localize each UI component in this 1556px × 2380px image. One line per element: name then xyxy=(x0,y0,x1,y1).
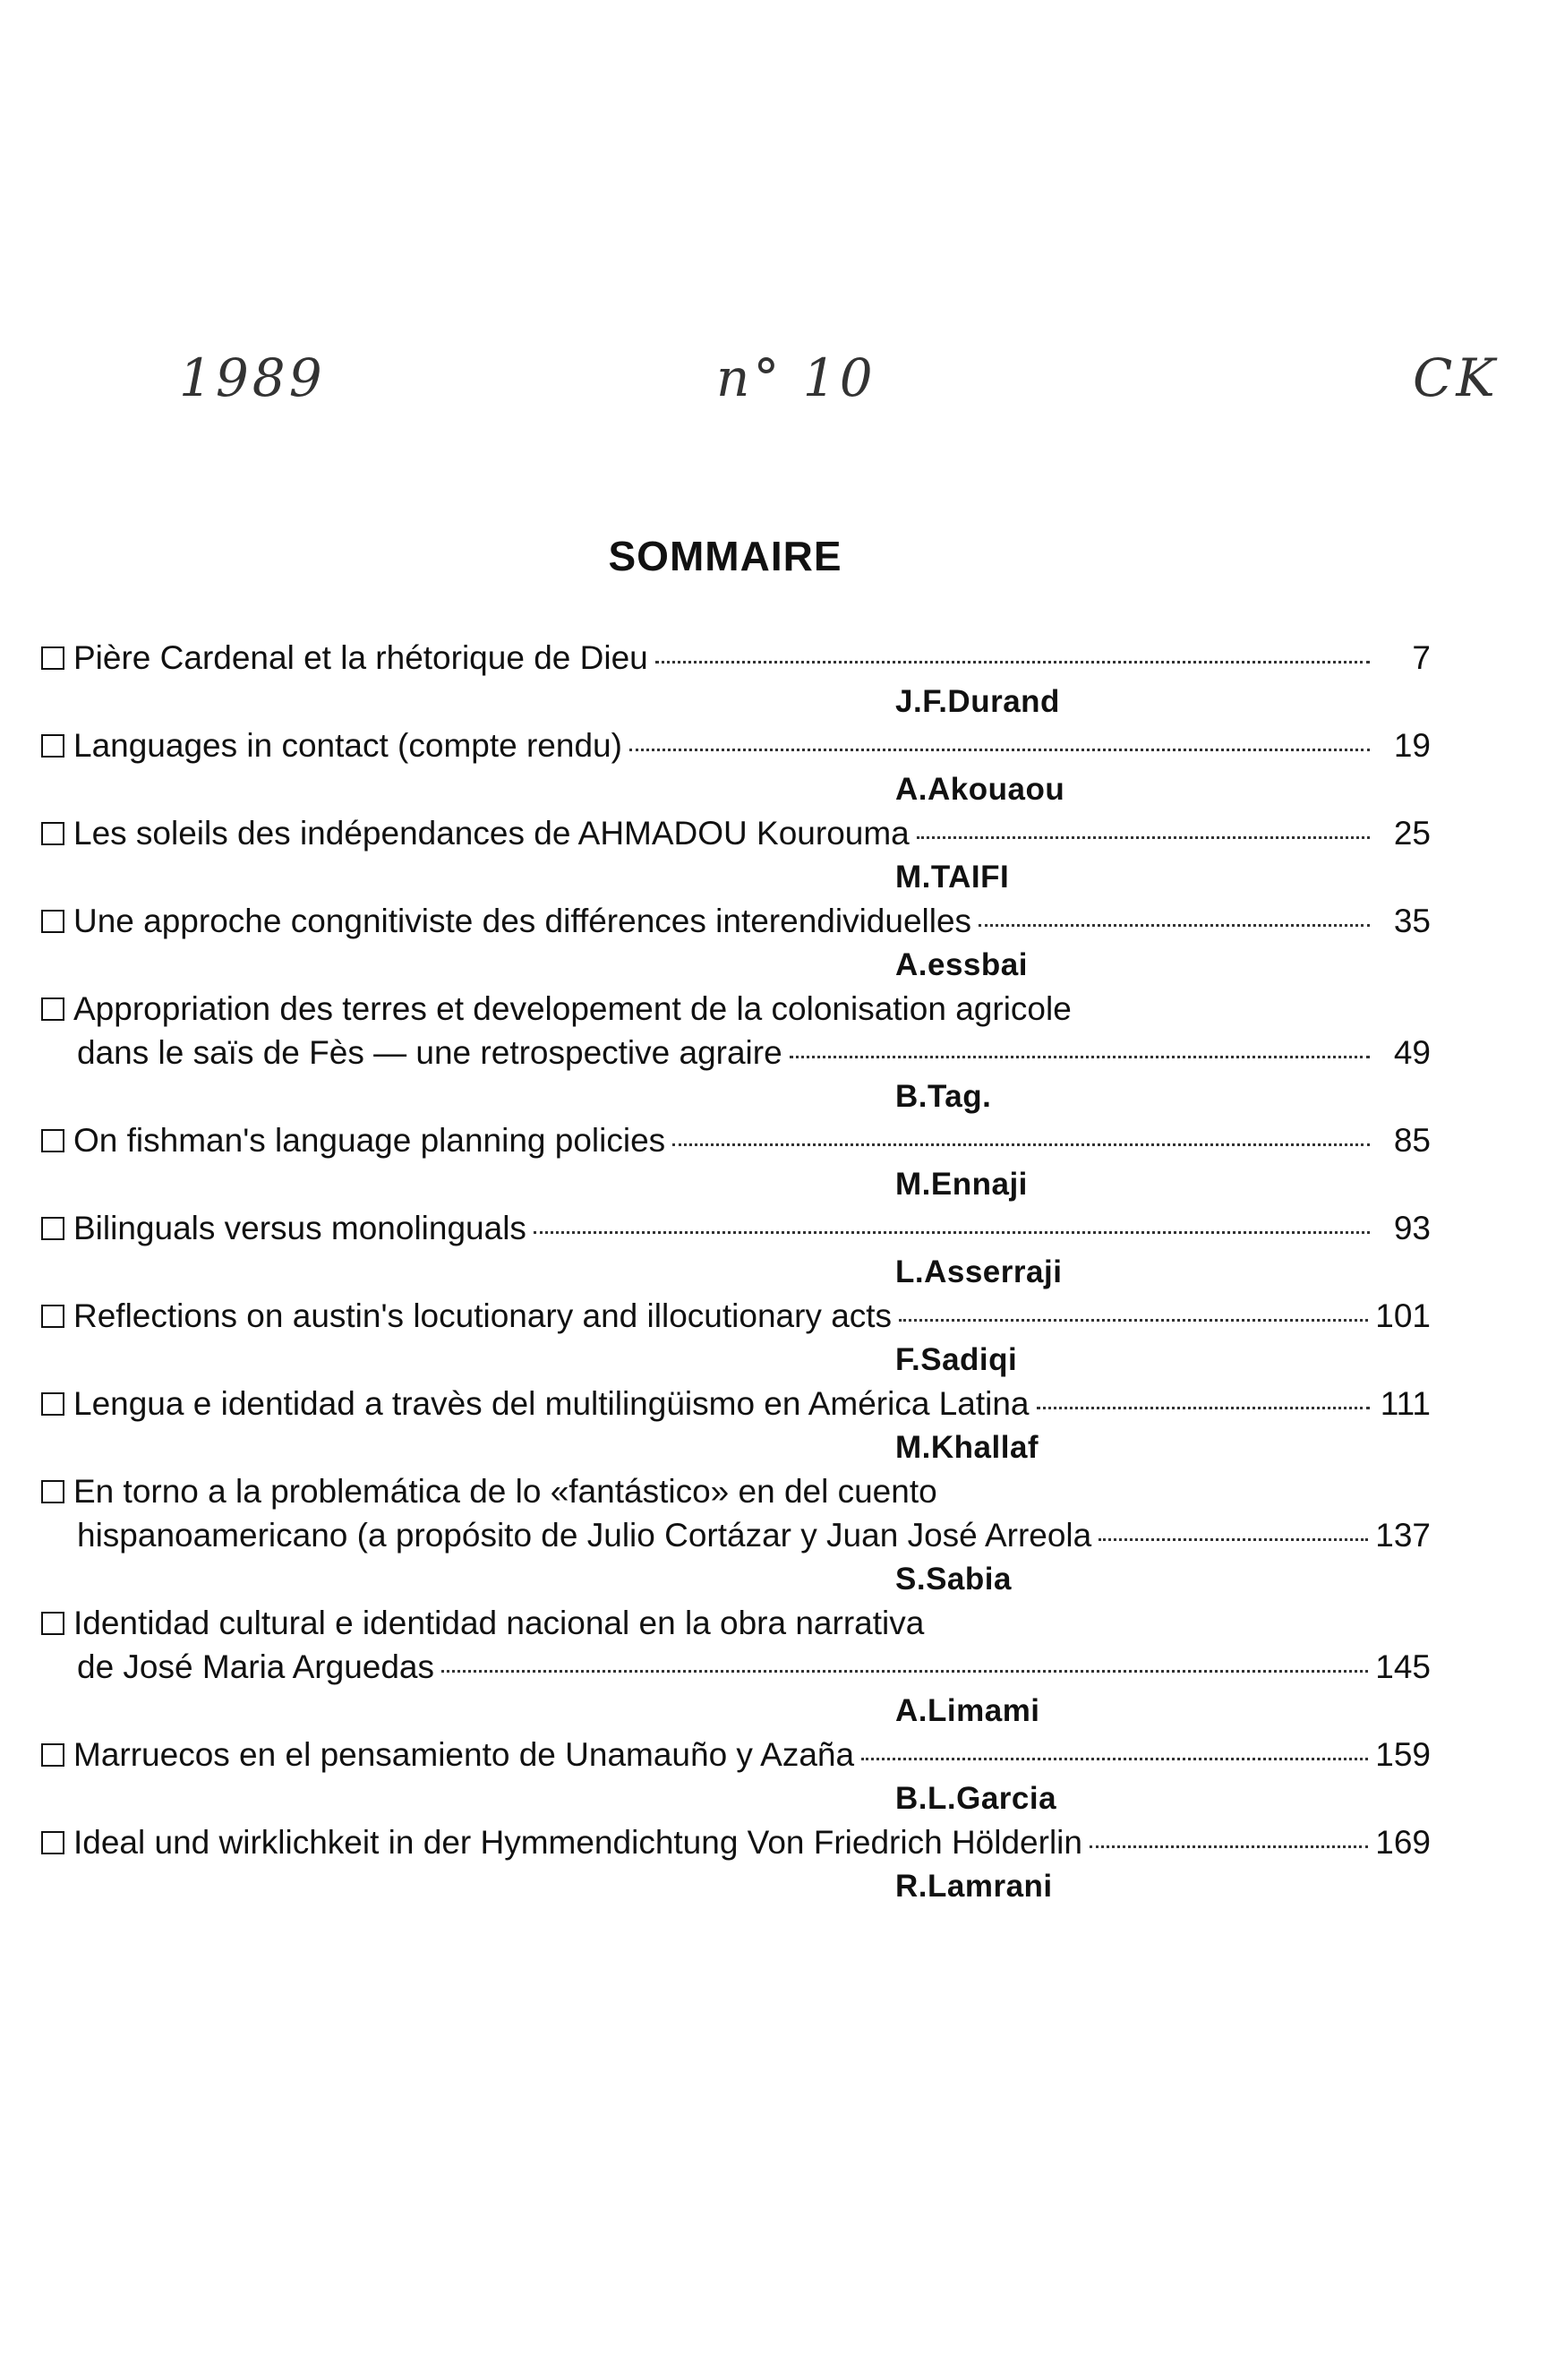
entry-title-line xyxy=(41,1031,1431,1074)
toc-entry xyxy=(41,987,1431,1118)
entry-author: S.Sabia xyxy=(895,1562,1012,1597)
checkbox-square-icon xyxy=(41,1743,64,1767)
checkbox-square-icon xyxy=(41,646,64,670)
entry-author: A.Limami xyxy=(895,1693,1040,1728)
entry-title-line xyxy=(41,1294,1431,1338)
dot-leader xyxy=(861,1758,1368,1760)
checkbox-square-icon xyxy=(41,910,64,933)
checkbox-square-icon xyxy=(41,1831,64,1854)
dot-leader xyxy=(899,1319,1368,1322)
entry-author: A.Akouaou xyxy=(895,772,1065,807)
page-number: 159 xyxy=(1375,1736,1431,1773)
dot-leader xyxy=(629,749,1370,751)
page-number: 111 xyxy=(1380,1385,1431,1422)
entry-author: L.Asserraji xyxy=(895,1254,1063,1289)
toc-entry xyxy=(41,811,1431,899)
checkbox-square-icon xyxy=(41,1129,64,1152)
entry-author: B.Tag. xyxy=(895,1079,992,1114)
entry-title-text: En torno a la problemática de lo «fantástico» en del cuento xyxy=(73,1473,937,1510)
page-number: 101 xyxy=(1375,1297,1431,1334)
entry-author: A.essbai xyxy=(895,947,1028,982)
toc-entry xyxy=(41,1601,1431,1733)
entry-title-line xyxy=(41,811,1431,855)
entry-title-text: Bilinguals versus monolinguals xyxy=(73,1210,526,1246)
entry-title-text: Une approche congnitiviste des différences interendividuelles xyxy=(73,903,972,939)
entry-title-text: Pière Cardenal et la rhétorique de Dieu xyxy=(73,639,648,676)
checkbox-square-icon xyxy=(41,997,64,1021)
dot-leader xyxy=(1090,1845,1368,1848)
page-title: SOMMAIRE xyxy=(608,533,842,579)
page-number: 49 xyxy=(1393,1034,1431,1071)
checkbox-square-icon xyxy=(41,1480,64,1503)
page-number: 137 xyxy=(1375,1517,1431,1554)
checkbox-square-icon xyxy=(41,1217,64,1240)
dot-leader xyxy=(655,661,1370,663)
handwritten-initials: CK xyxy=(1413,347,1499,408)
entry-author: J.F.Durand xyxy=(895,684,1060,719)
toc-entry xyxy=(41,1382,1431,1469)
dot-leader xyxy=(1099,1538,1368,1541)
toc-entry xyxy=(41,1206,1431,1294)
page-number: 25 xyxy=(1393,815,1431,852)
entry-title-line xyxy=(41,636,1431,680)
entry-author: M.Ennaji xyxy=(895,1167,1028,1202)
entry-title-text: Languages in contact (compte rendu) xyxy=(73,727,622,764)
entry-title-text: On fishman's language planning policies xyxy=(73,1122,666,1159)
entry-title-text: Reflections on austin's locutionary and illocutionary acts xyxy=(73,1297,893,1334)
page-number: 7 xyxy=(1412,639,1431,676)
dot-leader xyxy=(441,1670,1368,1673)
entry-author: B.L.Garcia xyxy=(895,1781,1057,1816)
checkbox-square-icon xyxy=(41,1612,64,1635)
handwritten-issue-number: n° 10 xyxy=(716,347,876,408)
checkbox-square-icon xyxy=(41,822,64,845)
checkbox-square-icon xyxy=(41,734,64,758)
page-number: 35 xyxy=(1393,903,1431,939)
entry-title-line xyxy=(41,1820,1431,1864)
checkbox-square-icon xyxy=(41,1392,64,1416)
toc-entry xyxy=(41,1118,1431,1206)
entry-title-text: dans le saïs de Fès — une retrospective agraire xyxy=(77,1034,782,1071)
toc-entry xyxy=(41,899,1431,987)
table-of-contents xyxy=(41,636,1431,1908)
dot-leader xyxy=(979,924,1370,927)
entry-author: M.TAIFI xyxy=(895,860,1010,895)
entry-title-line xyxy=(41,1733,1431,1776)
toc-entry xyxy=(41,636,1431,723)
toc-entry xyxy=(41,1820,1431,1908)
entry-title-line xyxy=(41,1645,1431,1689)
entry-author: F.Sadiqi xyxy=(895,1342,1018,1377)
dot-leader xyxy=(790,1056,1370,1058)
entry-title-line xyxy=(41,1118,1431,1162)
entry-title-line xyxy=(41,723,1431,767)
entry-title-text: Ideal und wirklichkeit in der Hymmendichtung Von Friedrich Hölderlin xyxy=(73,1824,1082,1861)
page-number: 85 xyxy=(1393,1122,1431,1159)
entry-title-line xyxy=(41,1382,1431,1425)
entry-title-line xyxy=(41,1601,1431,1645)
entry-title-line xyxy=(41,1469,1431,1513)
handwritten-year: 1989 xyxy=(179,347,326,408)
entry-title-line xyxy=(41,1206,1431,1250)
entry-title-text: Marruecos en el pensamiento de Unamauño y Azaña xyxy=(73,1736,855,1773)
entry-title-text: Identidad cultural e identidad nacional en la obra narrativa xyxy=(73,1605,925,1641)
dot-leader xyxy=(1037,1407,1371,1409)
checkbox-square-icon xyxy=(41,1305,64,1328)
toc-entry xyxy=(41,1469,1431,1601)
entry-title-text: Lengua e identidad a travès del multilingüismo en América Latina xyxy=(73,1385,1030,1422)
entry-title-line xyxy=(41,899,1431,943)
toc-entry xyxy=(41,1733,1431,1820)
toc-entry xyxy=(41,1294,1431,1382)
entry-author: R.Lamrani xyxy=(895,1869,1053,1904)
entry-title-text: Appropriation des terres et developement de la colonisation agricole xyxy=(73,990,1072,1027)
page-number: 145 xyxy=(1375,1648,1431,1685)
entry-title-text: Les soleils des indépendances de AHMADOU Kourouma xyxy=(73,815,910,852)
page-number: 169 xyxy=(1375,1824,1431,1861)
entry-title-text: hispanoamericano (a propósito de Julio Cortázar y Juan José Arreola xyxy=(77,1517,1092,1554)
page-number: 19 xyxy=(1393,727,1431,764)
dot-leader xyxy=(917,836,1370,839)
dot-leader xyxy=(534,1231,1370,1234)
page-number: 93 xyxy=(1393,1210,1431,1246)
entry-author: M.Khallaf xyxy=(895,1430,1039,1465)
entry-title-line xyxy=(41,987,1431,1031)
toc-entry xyxy=(41,723,1431,811)
entry-title-text: de José Maria Arguedas xyxy=(77,1648,435,1685)
dot-leader xyxy=(672,1143,1370,1146)
entry-title-line xyxy=(41,1513,1431,1557)
